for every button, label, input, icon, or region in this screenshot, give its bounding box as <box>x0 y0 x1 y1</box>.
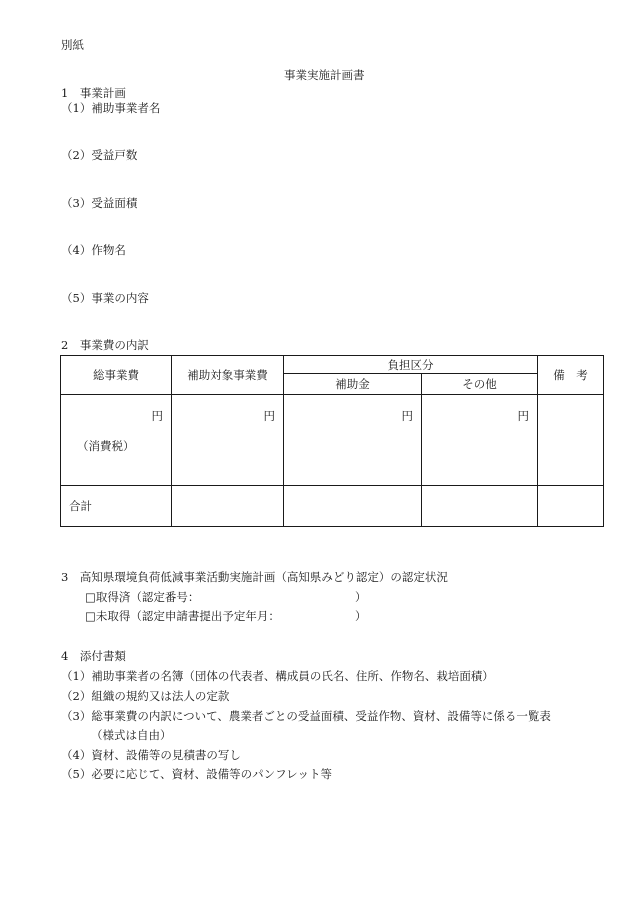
header-remarks: 備 考 <box>538 356 604 395</box>
cell-other <box>422 395 538 486</box>
cell-subsidy <box>284 395 422 486</box>
attachment-label: 別紙 <box>61 38 84 52</box>
total-remarks <box>538 486 604 527</box>
yen-unit: 円 <box>151 409 163 423</box>
header-other: その他 <box>422 374 538 395</box>
document-title: 事業実施計画書 <box>284 68 365 82</box>
uncertified-option-close: ） <box>355 609 367 623</box>
attachment-item-5: （5）必要に応じて、資材、設備等のパンフレット等 <box>61 767 333 781</box>
section-4-heading: 4 添付書類 <box>61 649 126 663</box>
section-3-heading: 3 高知県環境負荷低減事業活動実施計画（高知県みどり認定）の認定状況 <box>61 570 448 584</box>
attachment-item-3: （3）総事業費の内訳について、農業者ごとの受益面積、受益作物、資材、設備等に係る一覧表 <box>61 709 551 723</box>
yen-unit: 円 <box>517 409 529 423</box>
cell-remarks <box>538 395 604 486</box>
certified-option-close: ） <box>355 590 367 604</box>
section-1-item-1: （1）補助事業者名 <box>61 101 161 115</box>
attachment-item-3-note: （様式は自由） <box>91 728 172 742</box>
tax-label: （消費税） <box>77 439 135 453</box>
total-subsidized-cost <box>172 486 284 527</box>
section-1-item-3: （3）受益面積 <box>61 196 138 210</box>
section-1-item-4: （4）作物名 <box>61 243 126 257</box>
section-2-heading: 2 事業費の内訳 <box>61 338 149 352</box>
attachment-item-2: （2）組織の規約又は法人の定款 <box>61 689 230 703</box>
header-total-cost: 総事業費 <box>61 356 172 395</box>
certified-option: □取得済（認定番号： <box>85 590 200 604</box>
total-row-label: 合計 <box>61 486 172 527</box>
yen-unit: 円 <box>401 409 413 423</box>
uncertified-option: □未取得（認定申請書提出予定年月： <box>85 609 280 623</box>
section-1-item-2: （2）受益戸数 <box>61 148 138 162</box>
section-1-item-5: （5）事業の内容 <box>61 291 149 305</box>
attachment-item-4: （4）資材、設備等の見積書の写し <box>61 748 241 762</box>
cost-breakdown-table <box>60 355 604 527</box>
header-burden-category: 負担区分 <box>284 356 538 374</box>
header-subsidy: 補助金 <box>284 374 422 395</box>
yen-unit: 円 <box>263 409 275 423</box>
cell-total-cost <box>61 395 172 486</box>
cell-subsidized-cost <box>172 395 284 486</box>
section-1-heading: 1 事業計画 <box>61 86 126 100</box>
total-other <box>422 486 538 527</box>
header-subsidized-cost: 補助対象事業費 <box>172 356 284 395</box>
attachment-item-1: （1）補助事業者の名簿（団体の代表者、構成員の氏名、住所、作物名、栽培面積） <box>61 669 494 683</box>
total-subsidy <box>284 486 422 527</box>
